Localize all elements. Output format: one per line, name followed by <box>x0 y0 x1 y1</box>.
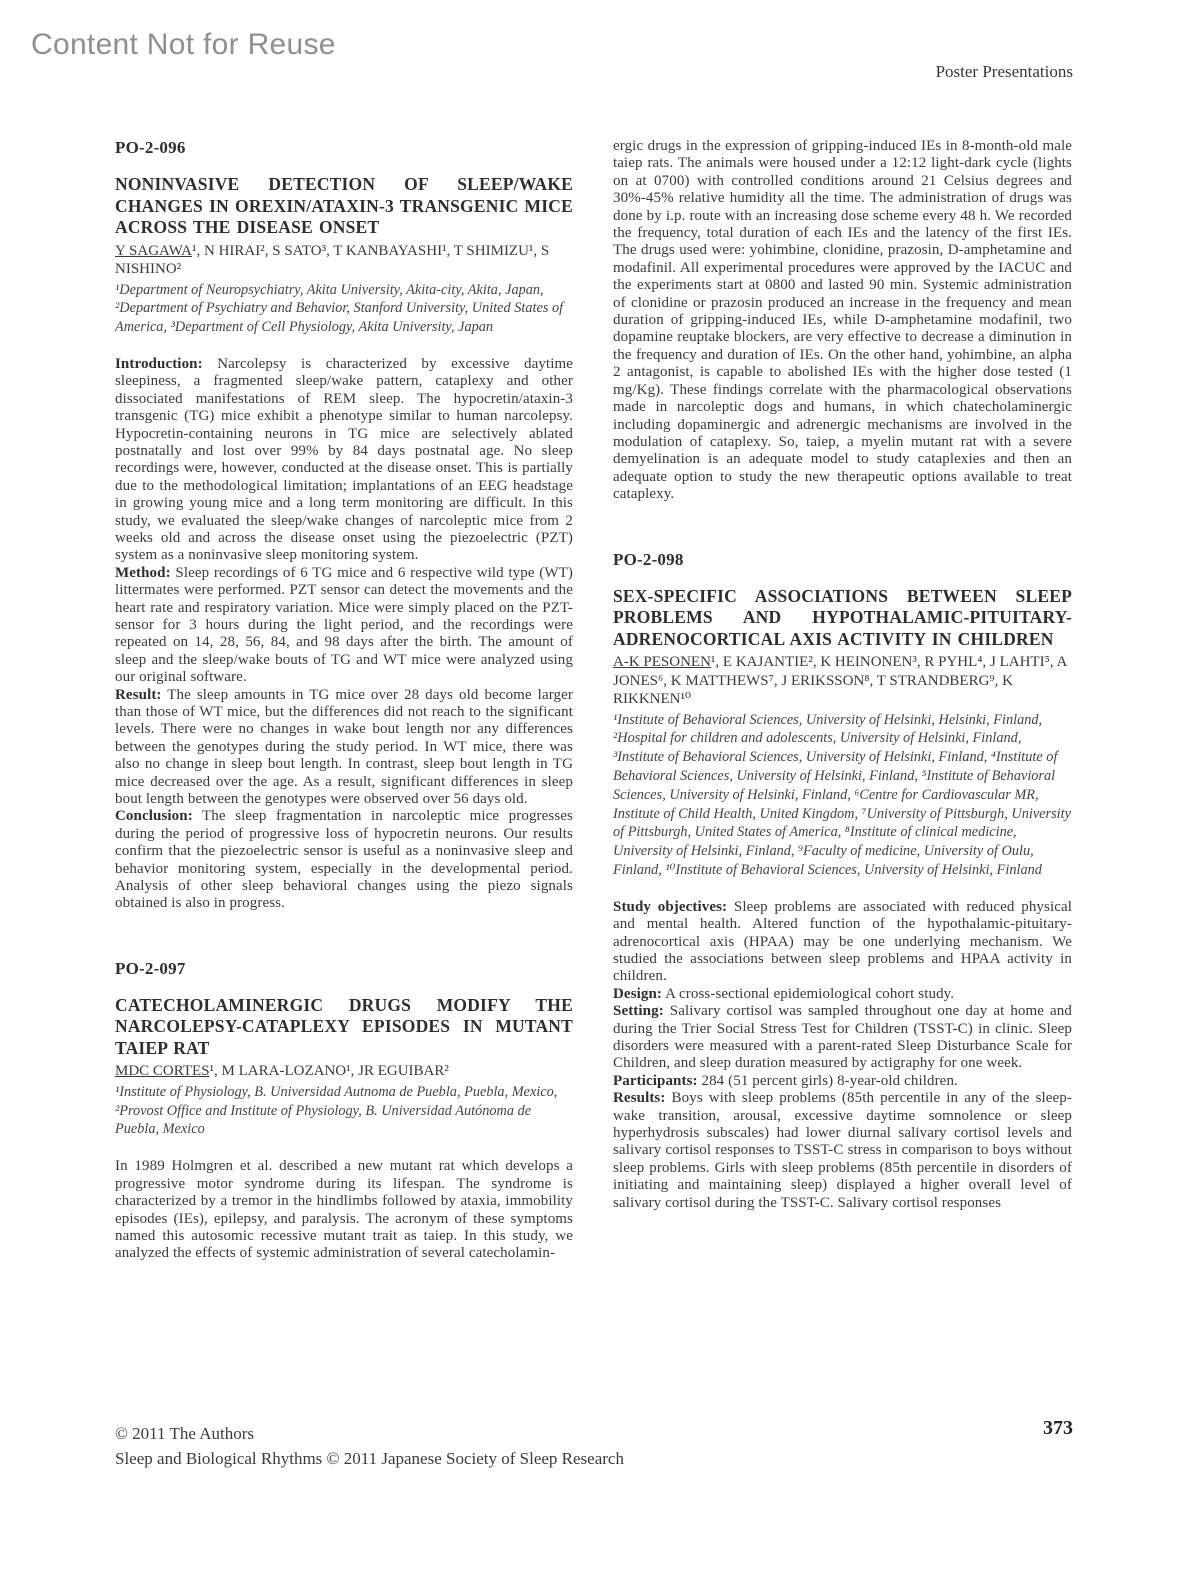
right-column <box>613 138 1072 1212</box>
abstract-title: NONINVASIVE DETECTION OF SLEEP/WAKE CHANGES IN OREXIN/ATAXIN-3 TRANSGENIC MICE ACROSS THE DISEASE ONSET <box>115 174 573 237</box>
abstract-authors <box>613 653 1072 709</box>
section-text: Salivary cortisol was sampled throughout one day at home and during the Trier Social Stress Test for Children (TSST-C) in clinic. Sleep disorders were measured with a parent-rated Sleep Disturbance Scale for Children, and sleep duration measured by actigraphy for one week. <box>613 1003 1072 1072</box>
section-label: Results: <box>613 1090 666 1107</box>
section-design <box>613 986 1072 1003</box>
section-text: Sleep recordings of 6 TG mice and 6 respective wild type (WT) littermates were performed. PZT sensor can detect the movements and the heart rate and respiratory variation. Mice were simply placed on the PZT-sensor for 3 hours during the light period, and the recordings were repeated on 14, 28, 56, 84, and 98 days after the birth. The amount of sleep and the sleep/wake bouts of TG and WT mice were analyzed using our original software. <box>115 564 573 686</box>
footer-copyright <box>115 1421 624 1471</box>
abstract-po-2-096 <box>115 138 573 913</box>
section-text: The sleep amounts in TG mice over 28 days old become larger than those of WT mice, but the differences did not reach to the significant levels. There were no changes in wake bout length nor any differences between the genotypes during the study period. In WT mice, there was also no change in sleep bout length. In contrast, sleep bout length in TG mice decreased over the age. As a result, significant differences in sleep bout length between the genotypes were observed over 56 days old. <box>115 686 573 808</box>
section-text: A cross-sectional epidemiological cohort study. <box>665 985 955 1002</box>
abstract-title: SEX-SPECIFIC ASSOCIATIONS BETWEEN SLEEP PROBLEMS AND HYPOTHALAMIC-PITUITARY-ADRENOCORTICAL AXIS ACTIVITY IN CHILDREN <box>613 585 1072 649</box>
abstract-po-2-098 <box>613 550 1072 1212</box>
first-author: A-K PESONEN <box>613 654 711 671</box>
section-participants <box>613 1073 1072 1090</box>
authors-rest: ¹, N HIRAI², S SATO³, T KANBAYASHI¹, T SHIMIZU¹, S NISHINO² <box>115 242 550 277</box>
section-label: Study objectives: <box>613 898 728 915</box>
abstract-po-2-097 <box>115 959 573 1263</box>
section-setting <box>613 1003 1072 1073</box>
section-introduction <box>115 356 573 565</box>
left-column <box>115 138 573 1263</box>
section-label: Design: <box>613 985 663 1002</box>
po-2-097-continuation-paragraph: ergic drugs in the expression of gripping-induced IEs in 8-month-old male taiep rats. The animals were housed under a 12:12 light-dark cycle (lights on at 0700) with controlled conditions around 21 Celsius degrees and 30%-45% relative humidity all the time. The administration of drugs was done by i.p. route with an increasing dose scheme every 48 h. We recorded the frequency, total duration of each IEs and the latency of the first IEs. The drugs used were: yohimbine, clonidine, prazosin, D-amphetamine and modafinil. All experimental procedures were approved by the IACUC and the experiments start at 0800 and lasted 90 min. Systemic administration of clonidine or prazosin produced an increase in the frequency and mean duration of gripping-induced IEs, while D-amphetamine modafinil, two dopamine reuptake blockers, are very effective to decrease a diminution in the frequency and duration of IEs. On the other hand, yohimbine, an alpha 2 antagonist, is capable to abolished IEs with the higher dose tested (1 mg/Kg). These findings correlate with the pharmacological observations made in narcoleptic dogs and humans, in which chatecholaminergic including dopaminergic and adrenergic mechanisms are involved in the modulation of cataplexy. So, taiep, a myelin mutant rat with a severe demyelination is an adequate model to study cataplexies and then an adequate option to study the new therapeutic options available to treat cataplexy. <box>613 138 1072 503</box>
authors-rest: ¹, M LARA-LOZANO¹, JR EGUIBAR² <box>209 1063 449 1080</box>
abstract-affiliations: ¹Department of Neuropsychiatry, Akita University, Akita-city, Akita, Japan, ²Department of Psychiatry and Behavior, Stanford University, United States of America, ³Department of Cell Physiology, Akita University, Japan <box>115 281 564 336</box>
footer-journal-line: Sleep and Biological Rhythms © 2011 Japanese Society of Sleep Research <box>115 1449 624 1468</box>
section-method <box>115 565 573 687</box>
abstract-id: PO-2-098 <box>613 549 684 569</box>
authors-rest: ¹, E KAJANTIE², K HEINONEN³, R PYHL⁴, J LAHTI⁵, A JONES⁶, K MATTHEWS⁷, J ERIKSSON⁸, T STRANDBERG⁹, K RIKKNEN¹⁰ <box>613 654 1067 708</box>
abstract-affiliations: ¹Institute of Physiology, B. Universidad Autnoma de Puebla, Puebla, Mexico, ²Provost Office and Institute of Physiology, B. Universidad Autónoma de Puebla, Mexico <box>115 1083 558 1138</box>
footer-copyright-line1: © 2011 The Authors <box>115 1424 254 1443</box>
section-text: The sleep fragmentation in narcoleptic mice progresses during the period of progressive loss of hypocretin neurons. Our results confirm that the piezoelectric sensor is useful as a noninvasive sleep and behavior monitoring system, especially in the developmental period. Analysis of other sleep behavioral changes using the piezo signals obtained is also in progress. <box>115 808 573 912</box>
section-label: Method: <box>115 564 171 581</box>
section-label: Conclusion: <box>115 808 193 825</box>
abstract-title: CATECHOLAMINERGIC DRUGS MODIFY THE NARCOLEPSY-CATAPLEXY EPISODES IN MUTANT TAIEP RAT <box>115 994 573 1058</box>
abstract-authors <box>115 1062 573 1081</box>
abstract-affiliations: ¹Institute of Behavioral Sciences, University of Helsinki, Helsinki, Finland, ²Hospital for children and adolescents, University of Helsinki, Finland, ³Institute of Behavioral Sciences, University of Helsinki, Finland, ⁴Institute of Behavioral Sciences, University of Helsinki, Finland, ⁵Institute of Behavioral Sciences, University of Helsinki, Finland, ⁶Centre for Cardiovascular MR, Institute of Child Health, United Kingdom, ⁷University of Pittsburgh, University of Pittsburgh, United States of America, ⁸Institute of clinical medicine, University of Helsinki, Finland, ⁹Faculty of medicine, University of Oulu, Finland, ¹⁰Institute of Behavioral Sciences, University of Helsinki, Finland <box>613 711 1071 878</box>
abstract-body <box>115 356 573 913</box>
running-head: Poster Presentations <box>935 62 1073 81</box>
abstract-body-paragraph: In 1989 Holmgren et al. described a new mutant rat which develops a progressive motor syndrome during its lifespan. The syndrome is characterized by a tremor in the hindlimbs followed by ataxia, immobility episodes (IEs), epilepsy, and paralysis. The acronym of these symptoms named this autosomic recessive mutant trait as taiep. In this study, we analyzed the effects of systemic administration of several catecholamin- <box>115 1158 573 1262</box>
abstract-body <box>613 899 1072 1212</box>
section-results <box>613 1090 1072 1212</box>
page-number: 373 <box>1043 1417 1073 1439</box>
section-text: Sleep problems are associated with reduced physical and mental health. Altered function of the hypothalamic-pituitary-adrenocortical axis (HPAA) may be one underlying mechanism. We studied the associations between sleep problems and HPAA activity in children. <box>613 898 1073 985</box>
abstract-id: PO-2-097 <box>115 958 186 978</box>
section-text: Narcolepsy is characterized by excessive daytime sleepiness, a fragmented sleep/wake pattern, cataplexy and other dissociated manifestations of REM sleep. The hypocretin/ataxin-3 transgenic (TG) mice exhibit a phenotype similar to human narcolepsy. Hypocretin-containing neurons in TG mice are selectively ablated postnatally and lost over 99% by 84 days postnatal age. No sleep recordings were, however, conducted at the disease onset. This is partially due to the methodological limitation; implantations of an EEG headstage in growing young mice and a long term monitoring are difficult. In this study, we evaluated the sleep/wake changes of narcoleptic mice from 2 weeks old and across the disease onset using the piezoelectric (PZT) system as a noninvasive sleep monitoring system. <box>115 355 573 564</box>
abstract-body <box>115 1158 573 1262</box>
section-label: Introduction: <box>115 355 203 372</box>
section-conclusion <box>115 808 573 912</box>
section-text: 284 (51 percent girls) 8-year-old children. <box>701 1072 958 1089</box>
content-not-for-reuse-watermark: Content Not for Reuse <box>31 28 336 61</box>
first-author: Y SAGAWA <box>115 242 192 259</box>
section-study-objectives <box>613 899 1072 986</box>
section-label: Setting: <box>613 1003 664 1020</box>
abstract-authors <box>115 242 573 279</box>
section-result <box>115 687 573 809</box>
section-text: Boys with sleep problems (85th percentile in any of the sleep-wake transition, arousal, excessive daytime somnolence or sleep hyperhydrosis subscales) had lower diurnal salivary cortisol levels and salivary cortisol responses to TSST-C stress in comparison to boys without sleep problems. Girls with sleep problems (85th percentile in disorders of initiating and maintaining sleep) displayed a higher overall level of salivary cortisol during the TSST-C. Salivary cortisol responses <box>613 1090 1072 1211</box>
section-label: Result: <box>115 686 162 703</box>
abstract-id: PO-2-096 <box>115 138 186 157</box>
first-author: MDC CORTES <box>115 1063 210 1080</box>
section-label: Participants: <box>613 1072 698 1089</box>
